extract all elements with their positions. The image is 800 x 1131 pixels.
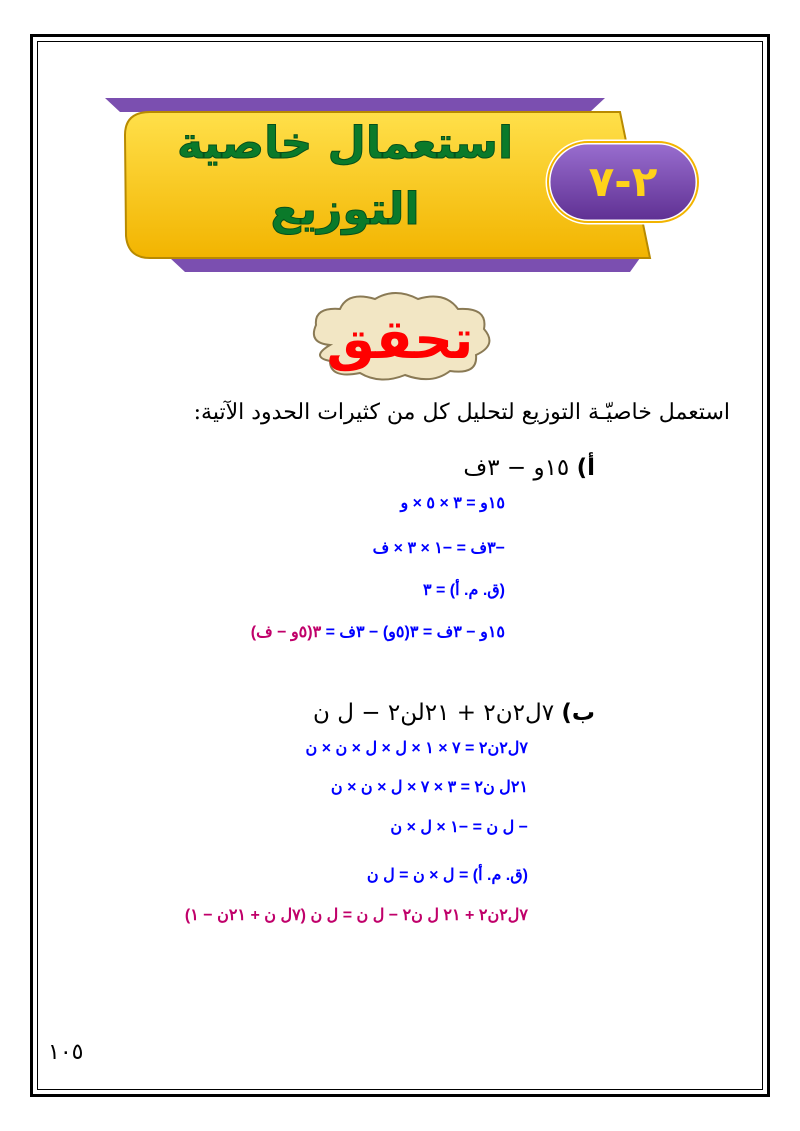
part-b-final: ٧ل٢ن٢ + ٢١ ل ن٢ − ل ن = ل ن (٧ل ن + ٢١ن − ١): [184, 907, 528, 924]
part-a-final: [251, 622, 505, 642]
part-a-step: −٣ف = −١ × ٣ × ف: [372, 540, 505, 557]
part-b-problem: [313, 700, 595, 726]
lesson-title-line1: استعمال خاصية: [176, 118, 514, 169]
part-b-step: ٧ل٢ن٢ = ٧ × ١ × ل × ل × ن × ن: [305, 740, 528, 757]
banner-ribbon-bottom: [170, 258, 640, 272]
lesson-number: ٢-٧: [588, 157, 658, 206]
part-a-problem: [463, 455, 595, 481]
part-a-label: أ): [576, 455, 595, 481]
part-a-expression: ١٥و − ٣ف: [463, 455, 570, 481]
banner-ribbon-top: [105, 98, 605, 112]
lesson-title-line2: التوزيع: [270, 184, 420, 235]
part-b-label: ب): [561, 700, 595, 726]
verify-badge-label: تحقق: [326, 308, 474, 371]
part-a-step: (ق. م. أ) = ٣: [422, 582, 505, 599]
part-a-final-prefix: ١٥و − ٣ف = ٣(٥و) − ٣ف =: [321, 624, 505, 641]
page-number: ١٠٥: [48, 1040, 84, 1065]
part-a-final-result: ٣(٥و − ف): [250, 624, 322, 641]
part-b-step: ٢١ل ن٢ = ٣ × ٧ × ل × ن × ن: [330, 779, 528, 796]
part-b-expression: ٧ل٢ن٢ + ٢١لن٢ − ل ن: [313, 700, 555, 726]
part-b-step: (ق. م. أ) = ل × ن = ل ن: [366, 867, 528, 884]
instruction-text: استعمل خاصيّـة التوزيع لتحليل كل من كثيرات الحدود الآتية:: [193, 400, 730, 425]
part-b-step: − ل ن = −١ × ل × ن: [390, 819, 528, 836]
part-a-step: ١٥و = ٣ × ٥ × و: [400, 495, 505, 512]
